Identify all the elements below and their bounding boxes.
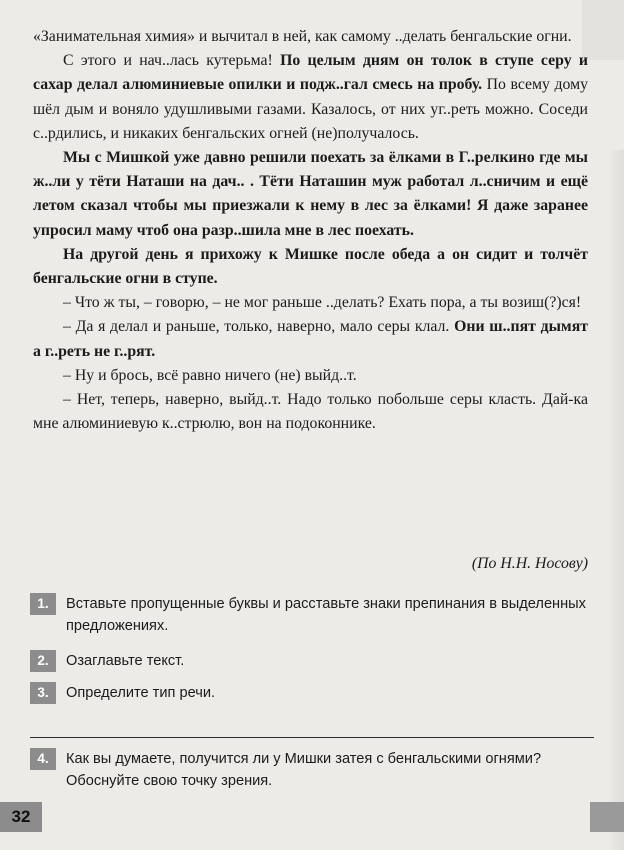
dialogue-line-3: – Ну и брось, всё равно ничего (не) выйд..т. bbox=[63, 366, 357, 384]
section-divider bbox=[30, 737, 594, 738]
dialogue-line-4: – Нет, теперь, наверно, выйд..т. Надо только побольше серы класть. Дай-ка мне алюминиевую к..стрюлю, вон на подоконнике. bbox=[33, 391, 588, 433]
author-attribution: (По Н.Н. Носову) bbox=[471, 555, 588, 572]
highlighted-sentence-2: Они ш..пят дымят а г..реть не г..рят. bbox=[33, 318, 588, 360]
task-3 bbox=[30, 682, 595, 704]
paragraph-1: «Занимательная химия» и вычитал в ней, как самому ..делать бенгальские огни. bbox=[33, 28, 572, 45]
page-corner-bar bbox=[590, 802, 624, 832]
task-text: Озаглавьте текст. bbox=[66, 653, 185, 669]
task-text: Определите тип речи. bbox=[66, 685, 216, 701]
task-number-badge: 3. bbox=[30, 682, 56, 704]
dialogue-line-2-start: – Да я делал и раньше, только, наверно, мало серы клал. bbox=[63, 318, 455, 336]
page-edge-shadow bbox=[582, 0, 624, 60]
dialogue-line-1: – Что ж ты, – говорю, – не мог раньше ..делать? Ехать пора, а ты возиш(?)ся! bbox=[63, 294, 582, 312]
task-text: Как вы думаете, получится ли у Мишки затея с бенгальскими огнями? Обоснуйте свою точку зрения. bbox=[66, 751, 542, 789]
paragraph-2 bbox=[33, 49, 588, 146]
paragraph-2-start: С этого и нач..лась кутерьма! bbox=[63, 52, 281, 70]
task-2 bbox=[30, 650, 595, 672]
dialogue-line-2 bbox=[33, 315, 588, 363]
task-4 bbox=[30, 748, 595, 792]
task-number-badge: 2. bbox=[30, 650, 56, 672]
task-1 bbox=[30, 593, 595, 637]
highlighted-paragraph-3: Мы с Мишкой уже давно решили поехать за ёлками в Г..релкино где мы ж..ли у тёти Наташи на дач.. . Тёти Наташин муж работал л..сничим и ещё летом сказал чтобы мы приезжали к нему в лес за ёлками! Я даже заранее упросил маму чтоб она разр..шила мне в лес поехать. bbox=[33, 149, 588, 239]
page-edge-shadow-right bbox=[608, 150, 624, 850]
highlighted-sentence-1: По целым дням он толок в ступе серу и сахар делал алюминиевые опилки и подж..гал смесь на пробу. bbox=[33, 52, 588, 94]
task-number-badge: 1. bbox=[30, 593, 56, 615]
paragraph-2-end: По всему дому шёл дым и воняло удушливыми газами. Казалось, от них уг..реть можно. Соседи с..рдились, и никаких бенгальских огней (не)получалось. bbox=[33, 76, 588, 142]
task-number-badge: 4. bbox=[30, 748, 56, 770]
page-number: 32 bbox=[0, 802, 42, 832]
highlighted-paragraph-4: На другой день я прихожу к Мишке после обеда а он сидит и толчёт бенгальские огни в ступе. bbox=[33, 245, 588, 288]
story-passage bbox=[33, 25, 588, 436]
task-text: Вставьте пропущенные буквы и расставьте знаки препинания в выделенных предложениях. bbox=[66, 596, 586, 634]
